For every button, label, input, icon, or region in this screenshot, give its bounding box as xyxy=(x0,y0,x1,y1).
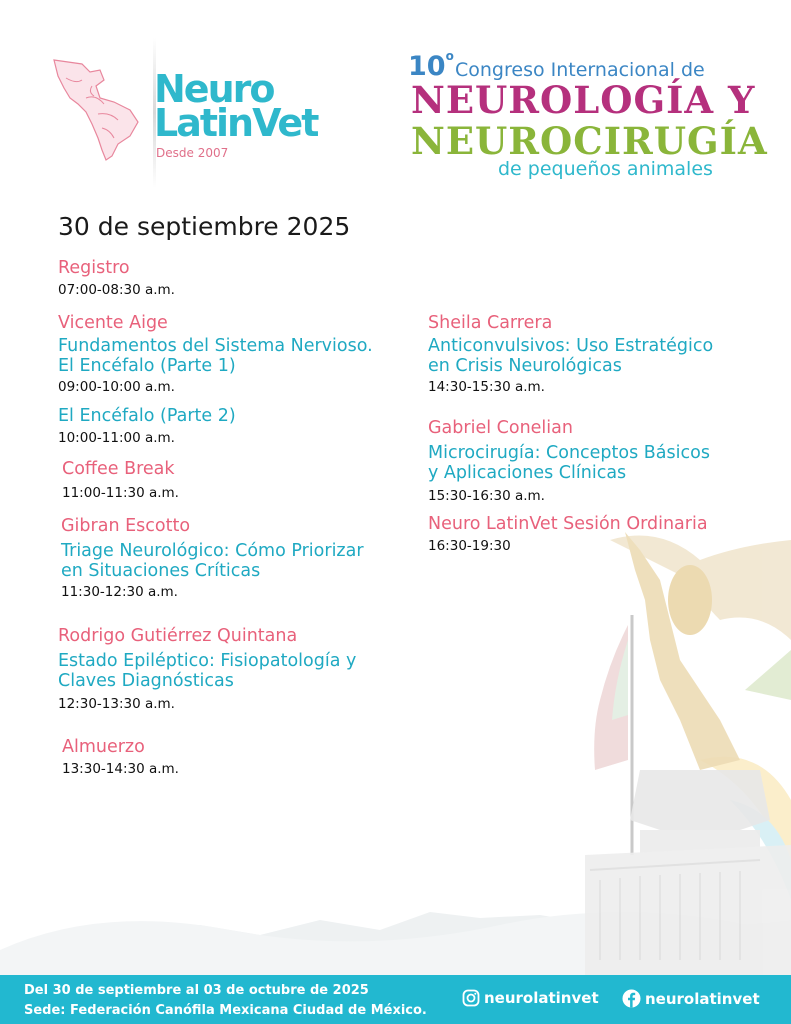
schedule-item-time: 11:30-12:30 a.m. xyxy=(61,584,178,600)
schedule-item-time: 10:00-11:00 a.m. xyxy=(58,430,175,446)
congress-title-neurocirugia: NEUROCIRUGÍA xyxy=(411,119,768,163)
schedule-item-time: 16:30-19:30 xyxy=(428,538,511,554)
schedule-item-topic: Microcirugía: Conceptos Básicos xyxy=(428,443,710,463)
schedule-item-title: Almuerzo xyxy=(62,737,145,757)
schedule-item-topic-line2: y Aplicaciones Clínicas xyxy=(428,463,627,483)
footer-venue: Sede: Federación Canófila Mexicana Ciudad de México. xyxy=(24,1003,427,1018)
schedule-item-speaker: Sheila Carrera xyxy=(428,313,553,333)
schedule-item-topic-line2: en Crisis Neurológicas xyxy=(428,356,622,376)
schedule-item-topic-line2: en Situaciones Críticas xyxy=(61,561,261,581)
schedule-item-title: Coffee Break xyxy=(62,459,175,479)
logo-text-latinvet: LatinVet xyxy=(154,101,318,145)
footer-bar xyxy=(0,975,791,1024)
schedule-item-speaker: Vicente Aige xyxy=(58,313,168,333)
schedule-item-time: 11:00-11:30 a.m. xyxy=(62,485,179,501)
congress-subtitle: de pequeños animales xyxy=(498,158,713,180)
schedule-item-time: 13:30-14:30 a.m. xyxy=(62,761,179,777)
schedule-item-topic: Triage Neurológico: Cómo Priorizar xyxy=(61,541,364,561)
schedule-item xyxy=(62,458,179,502)
schedule-item xyxy=(428,513,708,555)
schedule-item-topic: El Encéfalo (Parte 2) xyxy=(58,406,236,426)
schedule-item-time: 09:00-10:00 a.m. xyxy=(58,379,175,395)
schedule-item-time: 15:30-16:30 a.m. xyxy=(428,488,545,504)
schedule-item-title: Registro xyxy=(58,258,130,278)
schedule-item xyxy=(428,312,713,396)
schedule-item xyxy=(428,417,710,505)
schedule-item xyxy=(58,405,236,447)
schedule-item-time: 12:30-13:30 a.m. xyxy=(58,696,175,712)
latin-america-map-logo-icon xyxy=(52,58,144,162)
decorative-swoosh xyxy=(745,650,791,700)
schedule-item-topic-line2: Claves Diagnósticas xyxy=(58,671,234,691)
schedule-item-topic: Estado Epiléptico: Fisiopatología y xyxy=(58,651,357,671)
schedule-item xyxy=(58,625,356,713)
schedule-item xyxy=(58,312,373,396)
instagram-icon xyxy=(462,989,480,1007)
congress-title-line1: Congreso Internacional de xyxy=(455,59,705,81)
schedule-item-topic-line2: El Encéfalo (Parte 1) xyxy=(58,356,236,376)
page-title-date: 30 de septiembre 2025 xyxy=(58,212,351,241)
facebook-handle: neurolatinvet xyxy=(645,989,760,1008)
facebook-link[interactable] xyxy=(622,989,760,1008)
footer-dates: Del 30 de septiembre al 03 de octubre de 2025 xyxy=(24,983,369,998)
schedule-item-time: 07:00-08:30 a.m. xyxy=(58,282,175,298)
logo-since: Desde 2007 xyxy=(156,146,229,160)
schedule-item-speaker: Rodrigo Gutiérrez Quintana xyxy=(58,626,298,646)
facebook-icon xyxy=(622,989,641,1008)
schedule-item-time: 14:30-15:30 a.m. xyxy=(428,379,545,395)
schedule-item xyxy=(58,257,175,299)
schedule-item xyxy=(61,515,364,601)
congress-edition: 10$^o$ xyxy=(408,49,454,82)
schedule-item-speaker: Gibran Escotto xyxy=(61,516,191,536)
schedule-item xyxy=(62,736,179,778)
schedule-item-topic: Fundamentos del Sistema Nervioso. xyxy=(58,336,373,356)
instagram-handle: neurolatinvet xyxy=(484,989,599,1007)
instagram-link[interactable] xyxy=(462,989,599,1007)
schedule-item-speaker: Gabriel Conelian xyxy=(428,418,573,438)
logo-text-neuro: Neuro xyxy=(154,67,274,111)
schedule-item-topic: Anticonvulsivos: Uso Estratégico xyxy=(428,336,714,356)
congress-title-neurologia: NEUROLOGÍA Y xyxy=(411,78,756,122)
schedule-item-title: Neuro LatinVet Sesión Ordinaria xyxy=(428,514,708,534)
